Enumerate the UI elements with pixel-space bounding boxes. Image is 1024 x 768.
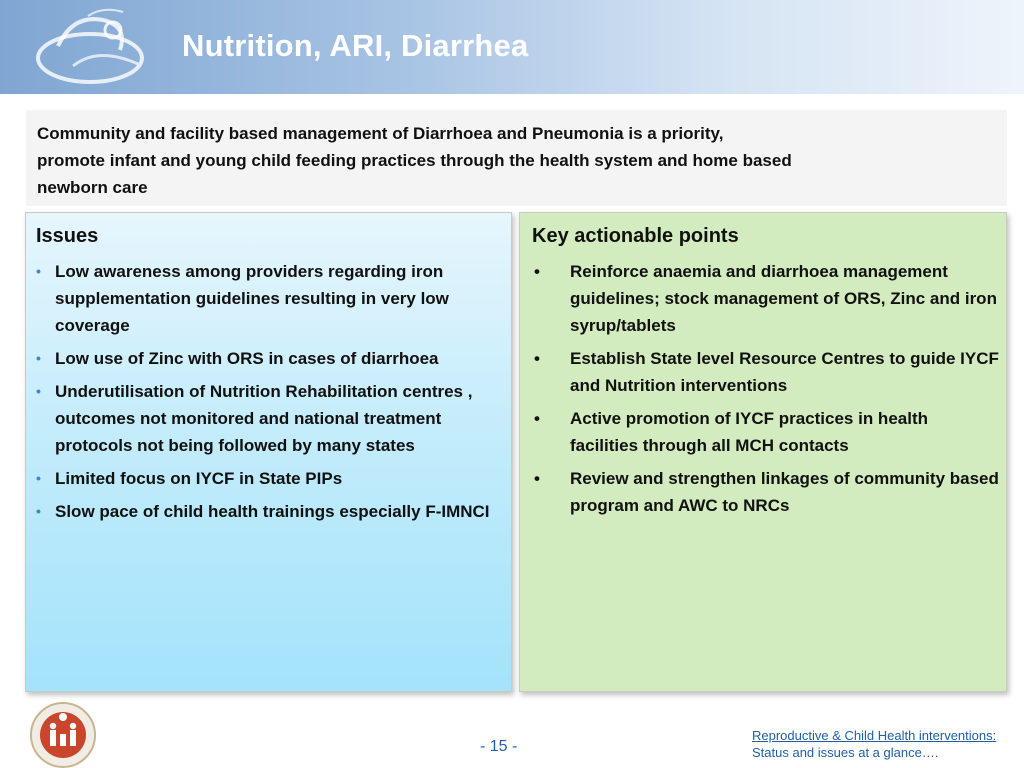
list-item xyxy=(36,378,506,459)
list-item-text: Review and strengthen linkages of community based program and AWC to NRCs xyxy=(570,469,999,515)
bullet-icon: • xyxy=(36,383,41,399)
list-item-text: Limited focus on IYCF in State PIPs xyxy=(55,469,343,488)
issues-heading: Issues xyxy=(36,225,99,247)
intro-line: Community and facility based management of Diarrhoea and Pneumonia is a priority, xyxy=(37,124,724,143)
list-item-text: Low use of Zinc with ORS in cases of diarrhoea xyxy=(55,349,439,368)
list-item xyxy=(36,465,506,492)
list-item xyxy=(36,258,506,339)
footer-caption xyxy=(752,728,1012,760)
intro-line: newborn care xyxy=(37,178,148,197)
bullet-icon: • xyxy=(534,262,540,281)
bullet-icon: • xyxy=(534,409,540,428)
issues-list xyxy=(36,258,506,531)
family-welfare-emblem-icon xyxy=(18,698,108,768)
intro-text xyxy=(37,120,937,201)
bullet-icon: • xyxy=(36,263,41,279)
list-item-text: Active promotion of IYCF practices in health facilities through all MCH contacts xyxy=(570,409,928,455)
bullet-icon: • xyxy=(534,469,540,488)
mother-child-logo-icon xyxy=(28,6,178,90)
list-item xyxy=(532,345,1000,399)
bullet-icon: • xyxy=(36,350,41,366)
issues-panel xyxy=(25,212,512,692)
intro-box xyxy=(26,110,1007,206)
list-item-text: Low awareness among providers regarding iron supplementation guidelines resulting in very low coverage xyxy=(55,262,449,335)
actions-panel xyxy=(519,212,1007,692)
list-item-text: Reinforce anaemia and diarrhoea management guidelines; stock management of ORS, Zinc and iron syrup/tablets xyxy=(570,262,997,335)
list-item xyxy=(36,498,506,525)
bullet-icon: • xyxy=(36,503,41,519)
list-item xyxy=(532,405,1000,459)
bullet-icon: • xyxy=(534,349,540,368)
actions-list xyxy=(532,258,1000,525)
slide-header xyxy=(0,0,1024,94)
list-item-text: Underutilisation of Nutrition Rehabilitation centres , outcomes not monitored and national treatment protocols not being followed by many states xyxy=(55,382,473,455)
footer-subtitle: Status and issues at a glance…. xyxy=(752,745,939,760)
list-item xyxy=(36,345,506,372)
footer-title: Reproductive & Child Health interventions: xyxy=(752,728,997,743)
page-number: - 15 - xyxy=(480,738,518,755)
page-title: Nutrition, ARI, Diarrhea xyxy=(182,28,529,63)
list-item-text: Establish State level Resource Centres to guide IYCF and Nutrition interventions xyxy=(570,349,999,395)
actions-heading: Key actionable points xyxy=(532,225,739,247)
list-item xyxy=(532,465,1000,519)
intro-line: promote infant and young child feeding practices through the health system and home based xyxy=(37,151,792,170)
list-item xyxy=(532,258,1000,339)
list-item-text: Slow pace of child health trainings especially F-IMNCI xyxy=(55,502,490,521)
bullet-icon: • xyxy=(36,470,41,486)
